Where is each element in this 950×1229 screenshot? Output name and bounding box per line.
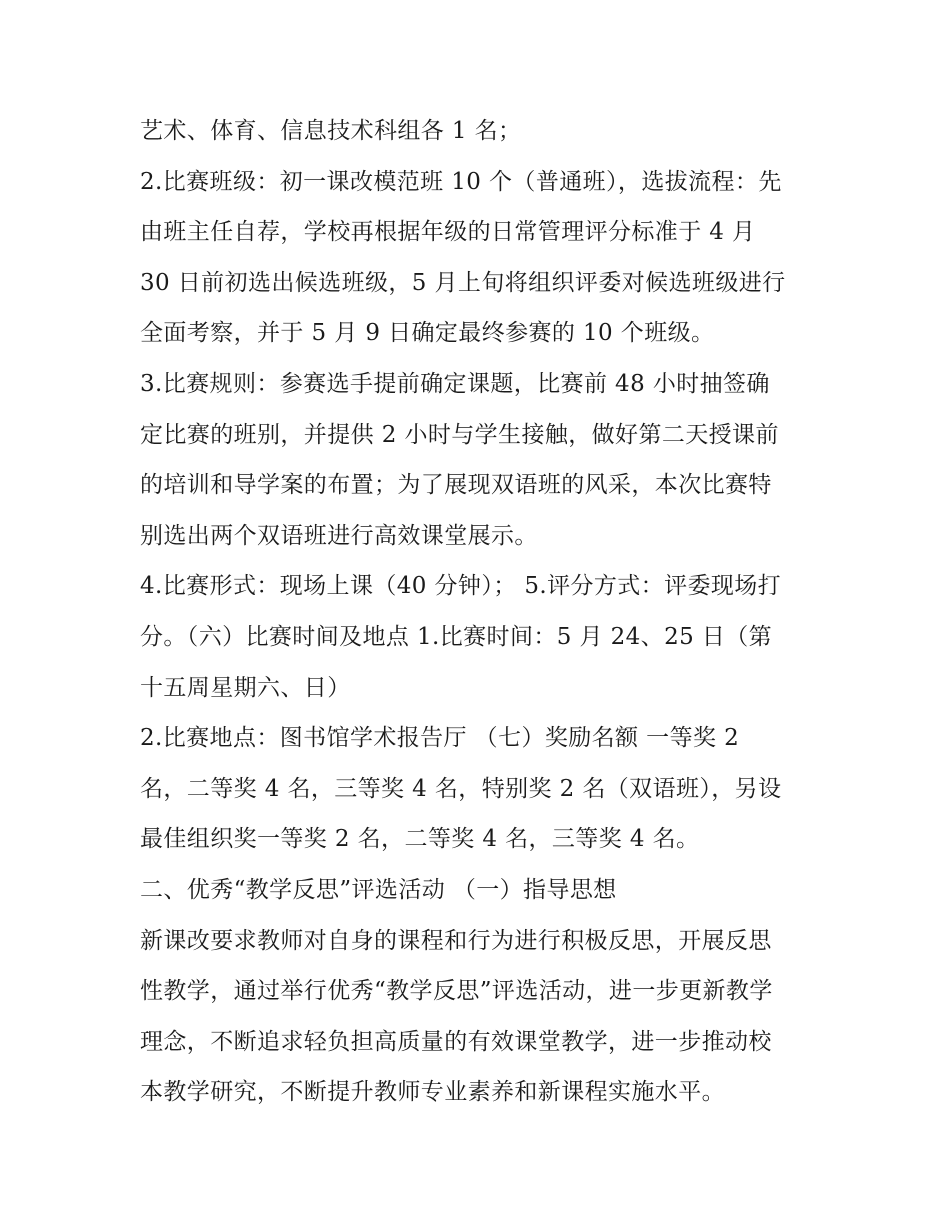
text-line: 由班主任自荐，学校再根据年级的日常管理评分标准于 4 月 [140, 219, 756, 246]
text-line: 的培训和导学案的布置；为了展现双语班的风采，本次比赛特 [140, 472, 772, 499]
text-line: 新课改要求教师对自身的课程和行为进行积极反思，开展反思 [140, 927, 772, 954]
document-body [140, 106, 830, 1118]
text-line: 最佳组织奖一等奖 2 名，二等奖 4 名，三等奖 4 名。 [140, 826, 700, 853]
text-line: 定比赛的班别，并提供 2 小时与学生接触，做好第二天授课前 [140, 421, 779, 448]
text-line: 艺术、体育、信息技术科组各 1 名； [140, 118, 522, 144]
text-line: 2.比赛班级：初一课改模范班 10 个（普通班），选拔流程：先 [140, 168, 782, 195]
text-line: 4.比赛形式：现场上课（40 分钟）； 5.评分方式：评委现场打 [140, 573, 782, 600]
text-line: 十五周星期六、日） [140, 674, 351, 701]
text-line: 别选出两个双语班进行高效课堂展示。 [140, 522, 538, 549]
text-line: 3.比赛规则：参赛选手提前确定课题，比赛前 48 小时抽签确 [140, 370, 770, 397]
text-line: 二、优秀“教学反思”评选活动 （一）指导思想 [140, 876, 617, 903]
text-line: 分。（六）比赛时间及地点 1.比赛时间：5 月 24、25 日（第 [140, 623, 773, 650]
text-line: 性教学，通过举行优秀“教学反思”评选活动，进一步更新教学 [140, 978, 773, 1005]
text-line: 理念，不断追求轻负担高质量的有效课堂教学，进一步推动校 [140, 1028, 772, 1055]
text-line: 本教学研究，不断提升教师专业素养和新课程实施水平。 [140, 1079, 725, 1106]
text-line: 名，二等奖 4 名，三等奖 4 名，特别奖 2 名（双语班），另设 [140, 775, 782, 802]
text-line: 全面考察，并于 5 月 9 日确定最终参赛的 10 个班级。 [140, 320, 715, 347]
text-line: 2.比赛地点：图书馆学术报告厅 （七）奖励名额 一等奖 2 [140, 725, 740, 752]
text-line: 30 日前初选出候选班级，5 月上旬将组织评委对候选班级进行 [140, 269, 786, 296]
